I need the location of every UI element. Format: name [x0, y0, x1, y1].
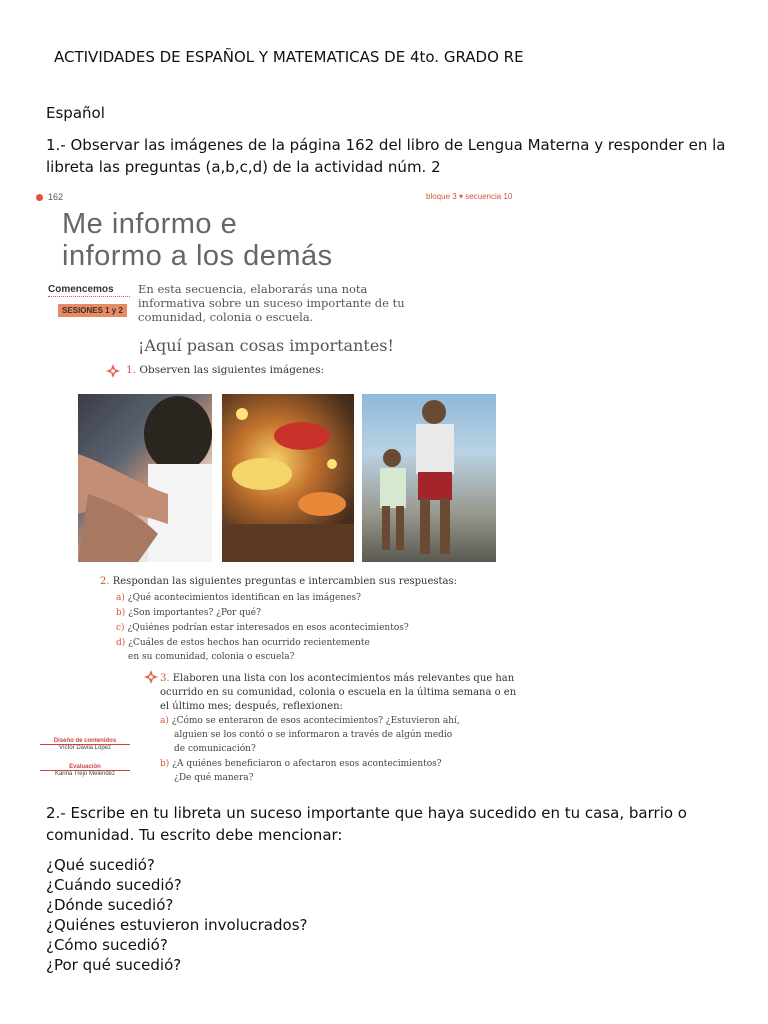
- triangle-icon: ▾: [458, 192, 463, 201]
- activity-3-item: de comunicación?: [174, 744, 256, 754]
- section-heading: Español: [46, 104, 105, 122]
- photo-vaccination: [78, 394, 212, 562]
- activity-3-item: a) ¿Cómo se enteraron de esos acontecimientos? ¿Estuvieron ahí,: [160, 716, 460, 726]
- page-marker-icon: [36, 194, 43, 201]
- activity-2-item: a) ¿Qué acontecimientos identifican en las imágenes?: [116, 593, 361, 603]
- book-heading-line2: informo a los demás: [62, 240, 333, 272]
- activity-2-number: 2.: [100, 576, 110, 587]
- activity-3-item: b) ¿A quiénes beneficiaron o afectaron esos acontecimientos?: [160, 759, 442, 769]
- comencemos-label: Comencemos: [48, 284, 130, 297]
- document-title: ACTIVIDADES DE ESPAÑOL Y MATEMATICAS DE 4to. GRADO RE: [54, 48, 524, 66]
- question-item: ¿Cuándo sucedió?: [46, 876, 182, 894]
- page-number: 162: [48, 192, 64, 202]
- activity-2: [100, 576, 457, 587]
- credit-evaluation: Evaluación Karina Trejo Meléndez: [40, 764, 130, 777]
- activity-2-text: Respondan las siguientes preguntas e intercambien sus respuestas:: [112, 576, 457, 587]
- photo-fair: [222, 394, 354, 562]
- activity-3-text: Elaboren una lista con los acontecimientos más relevantes que han ocurrido en su comunidad, colonia o escuela en la última semana o en el último mes; después, reflexionen:: [160, 673, 517, 712]
- subheading: ¡Aquí pasan cosas importantes!: [138, 336, 394, 355]
- bloque-label: [426, 192, 512, 201]
- textbook-page-scan: [36, 186, 746, 792]
- sesiones-badge: SESIONES 1 y 2: [58, 304, 127, 317]
- question-item: ¿Cómo sucedió?: [46, 936, 168, 954]
- question-item: ¿Dónde sucedió?: [46, 896, 174, 914]
- activity-bullet-icon: [144, 670, 158, 684]
- activity-1-number: 1.: [126, 364, 137, 376]
- activity-2-item: c) ¿Quiénes podrían estar interesados en esos acontecimientos?: [116, 623, 409, 633]
- activity-2-item: en su comunidad, colonia o escuela?: [128, 652, 295, 662]
- activity-bullet-icon: [106, 364, 120, 378]
- instruction-2: 2.- Escribe en tu libreta un suceso importante que haya sucedido en tu casa, barrio o comunidad. Tu escrito debe mencionar:: [46, 804, 687, 844]
- secuencia-text: secuencia 10: [465, 192, 513, 201]
- activity-1-text: Observen las siguientes imágenes:: [139, 364, 325, 376]
- activity-3-number: 3.: [160, 673, 170, 684]
- activity-3-item: alguien se los contó o se informaron a través de algún medio: [174, 730, 453, 740]
- activity-3-item: ¿De qué manera?: [174, 773, 254, 783]
- activity-2-item: d) ¿Cuáles de estos hechos han ocurrido recientemente: [116, 638, 370, 648]
- question-item: ¿Por qué sucedió?: [46, 956, 182, 974]
- credit-content-design: Diseño de contenidos Víctor Dávila López: [40, 738, 130, 751]
- photo-runners: [362, 394, 496, 562]
- activity-3: [160, 672, 520, 714]
- question-item: ¿Qué sucedió?: [46, 856, 155, 874]
- intro-text: En esta secuencia, elaborarás una nota informativa sobre un suceso importante de tu comunidad, colonia o escuela.: [138, 282, 405, 324]
- activity-1: [126, 364, 324, 376]
- book-heading-line1: Me informo e: [62, 208, 238, 240]
- activity-2-item: b) ¿Son importantes? ¿Por qué?: [116, 608, 261, 618]
- instruction-1: 1.- Observar las imágenes de la página 162 del libro de Lengua Materna y responder en la libreta las preguntas (a,b,c,d) de la actividad núm. 2: [46, 136, 726, 176]
- question-item: ¿Quiénes estuvieron involucrados?: [46, 916, 308, 934]
- bloque-text: bloque 3: [426, 192, 457, 201]
